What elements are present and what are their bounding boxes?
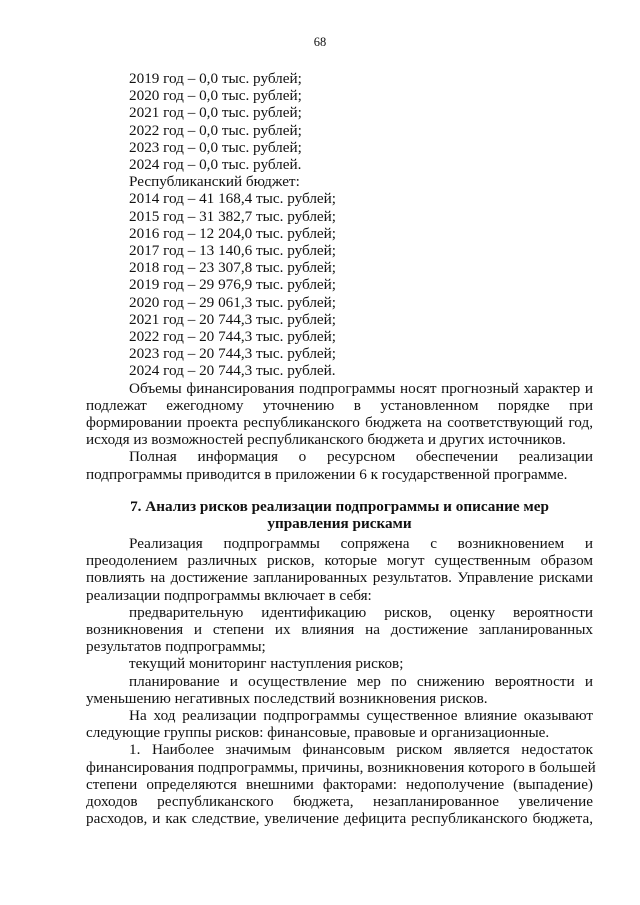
funding-line: 2017 год – 13 140,6 тыс. рублей; — [129, 242, 337, 260]
paragraph-line: текущий мониторинг наступления рисков; — [129, 655, 404, 673]
funding-line: 2024 год – 0,0 тыс. рублей. — [129, 156, 302, 174]
funding-line: 2015 год – 31 382,7 тыс. рублей; — [129, 207, 337, 225]
paragraph-line: возникновения и степени их влияния на достижение запланированных — [86, 621, 593, 639]
section-heading — [86, 498, 593, 532]
section-heading-line: 7. Анализ рисков реализации подпрограммы и описание мер — [130, 498, 549, 515]
paragraph-line: результатов подпрограммы; — [86, 638, 266, 656]
funding-line: 2016 год – 12 204,0 тыс. рублей; — [129, 224, 337, 242]
paragraph-line: финансирования подпрограммы, причины, возникновения которого в большей — [86, 758, 596, 776]
paragraph-line: реализации подпрограммы включает в себя: — [86, 586, 372, 604]
paragraph-line: преодолением различных рисков, которые могут существенным образом — [86, 552, 593, 570]
paragraph-line: повлиять на достижение запланированных результатов. Управление рисками — [86, 569, 593, 587]
paragraph-line: На ход реализации подпрограммы существенное влияние оказывают — [129, 707, 593, 725]
paragraph-line: уменьшению негативных последствий возникновения рисков. — [86, 689, 488, 707]
page-number: 68 — [313, 35, 327, 49]
funding-line: 2021 год – 20 744,3 тыс. рублей; — [129, 310, 337, 328]
paragraph-line: планирование и осуществление мер по снижению вероятности и — [129, 672, 593, 690]
section-heading-line: управления рисками — [267, 515, 412, 533]
paragraph-line: доходов республиканского бюджета, незапланированное увеличение — [86, 793, 593, 811]
funding-line: 2023 год – 0,0 тыс. рублей; — [129, 138, 302, 156]
paragraph-line: предварительную идентификацию рисков, оценку вероятности — [129, 603, 593, 621]
paragraph-line: степени определяются внешними факторами: недополучение (выпадение) — [86, 775, 593, 793]
funding-line: 2020 год – 0,0 тыс. рублей; — [129, 87, 302, 105]
paragraph-line: расходов, и как следствие, увеличение дефицита республиканского бюджета, — [86, 810, 593, 828]
funding-line: 2020 год – 29 061,3 тыс. рублей; — [129, 293, 337, 311]
paragraph-line: Объемы финансирования подпрограммы носят прогнозный характер и — [129, 379, 593, 397]
paragraph-line: исходя из возможностей республиканского бюджета и других источников. — [86, 431, 566, 449]
section-body — [86, 535, 596, 828]
funding-line: 2023 год – 20 744,3 тыс. рублей; — [129, 345, 337, 363]
funding-line: 2024 год – 20 744,3 тыс. рублей. — [129, 362, 336, 380]
republic-budget-label: Республиканский бюджет: — [129, 173, 300, 191]
paragraph-line: 1. Наиболее значимым финансовым риском является недостаток — [129, 741, 593, 759]
funding-line: 2019 год – 0,0 тыс. рублей; — [129, 70, 302, 87]
funding-line: 2018 год – 23 307,8 тыс. рублей; — [129, 259, 337, 277]
paragraph-line: Полная информация о ресурсном обеспечении реализации — [129, 448, 593, 466]
funding-line: 2014 год – 41 168,4 тыс. рублей; — [129, 190, 337, 208]
paragraph-line: Реализация подпрограммы сопряжена с возникновением и — [129, 535, 593, 552]
paragraph-line: подпрограммы приводится в приложении 6 к государственной программе. — [86, 465, 568, 483]
paragraph-line: следующие группы рисков: финансовые, правовые и организационные. — [86, 724, 550, 742]
funding-line: 2022 год – 0,0 тыс. рублей; — [129, 121, 302, 139]
funding-line: 2019 год – 29 976,9 тыс. рублей; — [129, 276, 337, 294]
funding-line: 2022 год – 20 744,3 тыс. рублей; — [129, 328, 337, 346]
funding-list-zero — [86, 70, 593, 483]
paragraph-line: подлежат ежегодному уточнению в установленном порядке при — [86, 396, 593, 414]
paragraph-line: формировании проекта республиканского бюджета на соответствующий год, — [86, 414, 593, 432]
funding-line: 2021 год – 0,0 тыс. рублей; — [129, 104, 302, 122]
